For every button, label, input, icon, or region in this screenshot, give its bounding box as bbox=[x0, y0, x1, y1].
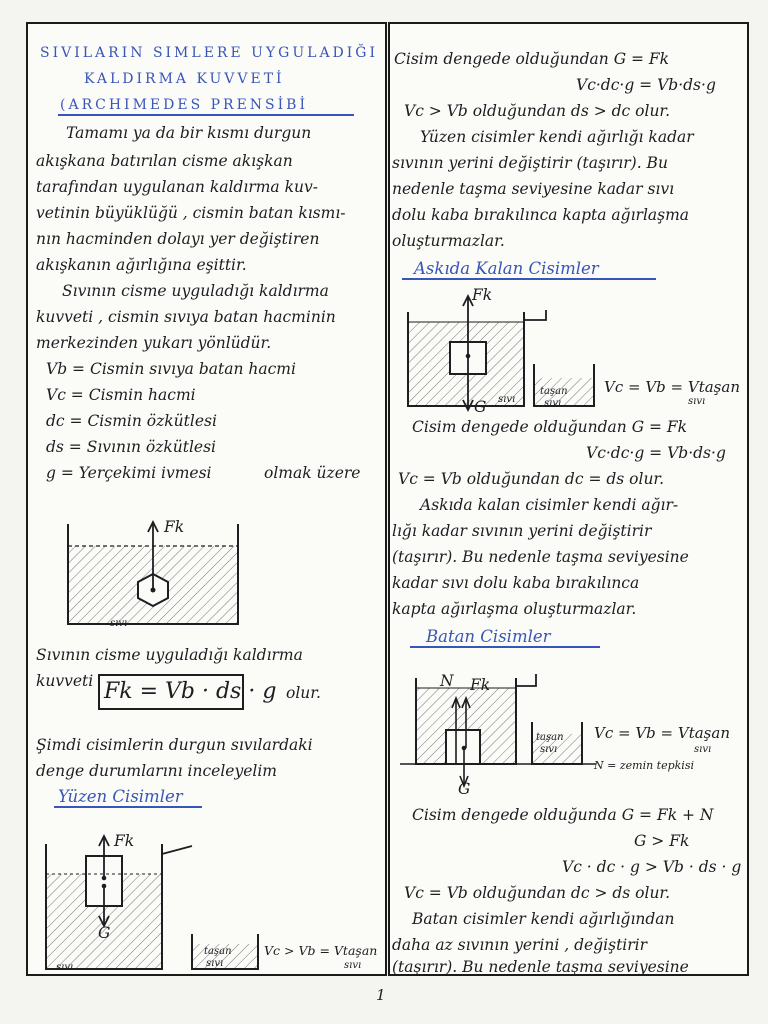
sinking-text-line: Batan cisimler kendi ağırlığından bbox=[412, 910, 675, 928]
sinking-text-line: Vc = Vb olduğundan dc > ds olur. bbox=[404, 884, 671, 902]
definition-ds: ds = Sıvının özkütlesi bbox=[46, 438, 217, 456]
paragraph2-line: merkezinden yukarı yönlüdür. bbox=[36, 334, 272, 352]
floating-text-line: Yüzen cisimler kendi ağırlığı kadar bbox=[420, 128, 694, 146]
floating-text-line: nedenle taşma seviyesine kadar sıvı bbox=[392, 180, 675, 198]
heading-floating-underline bbox=[54, 806, 202, 808]
paragraph1-line: akışkanın ağırlığına eşittir. bbox=[36, 256, 247, 274]
fig2-liquid-label: sıvı bbox=[56, 962, 74, 973]
fig3-overflow-sub: sıvı bbox=[544, 398, 562, 409]
fig2-relation: Vc > Vb = Vtaşan bbox=[264, 943, 378, 958]
suspended-text-line: (taşırır). Bu nedenle taşma seviyesine bbox=[392, 548, 689, 566]
fig3-liquid-label: sıvı bbox=[498, 394, 516, 405]
definition-vc: Vc = Cismin hacmi bbox=[46, 386, 196, 404]
suspended-text-line: lığı kadar sıvının yerini değiştirir bbox=[392, 522, 652, 540]
fig4-overflow-label: taşan bbox=[536, 732, 564, 743]
overflow-spout bbox=[162, 846, 192, 854]
overflow-spout bbox=[516, 674, 536, 686]
fig2-weight-label: G bbox=[98, 924, 111, 942]
title-line-1: SIVILARIN SIMLERE UYGULADIĞI bbox=[40, 45, 379, 61]
title-underline bbox=[58, 114, 354, 116]
fig4-note: N = zemin tepkisi bbox=[594, 759, 694, 772]
paragraph3-line: denge durumlarını inceleyelim bbox=[36, 762, 277, 780]
floating-text-line: Cisim dengede olduğundan G = Fk bbox=[394, 50, 670, 68]
definition-g: g = Yerçekimi ivmesi bbox=[46, 464, 212, 482]
title-line-2: KALDIRMA KUVVETİ bbox=[84, 71, 285, 87]
suspended-text-line: Cisim dengede olduğundan G = Fk bbox=[412, 418, 688, 436]
suspended-text-line: Vc·dc·g = Vb·ds·g bbox=[586, 444, 726, 462]
paragraph3-line: Şimdi cisimlerin durgun sıvılardaki bbox=[36, 736, 313, 754]
heading-sinking: Batan Cisimler bbox=[426, 627, 551, 646]
fig2-relation-sub: sıvı bbox=[344, 960, 362, 971]
fig2-overflow-sub: sıvı bbox=[206, 958, 224, 969]
title-line-3: (ARCHIMEDES PRENSİBİ bbox=[60, 97, 308, 113]
sinking-text-line: Vc · dc · g > Vb · ds · g bbox=[562, 858, 742, 876]
fig4-relation: Vc = Vb = Vtaşan bbox=[594, 724, 730, 742]
paragraph1-line: vetinin büyüklüğü , cismin batan kısmı- bbox=[36, 204, 346, 222]
sinking-text-line: G > Fk bbox=[634, 832, 690, 850]
left-column bbox=[26, 22, 387, 976]
definitions-tail: olmak üzere bbox=[264, 464, 361, 482]
paragraph1-line: Tamamı ya da bir kısmı durgun bbox=[66, 124, 312, 142]
fig3-relation-sub: sıvı bbox=[688, 396, 706, 407]
paragraph1-line: tarafından uygulanan kaldırma kuv- bbox=[36, 178, 318, 196]
suspended-text-line: Vc = Vb olduğundan dc = ds olur. bbox=[398, 470, 665, 488]
fig1-liquid-label: sıvı bbox=[110, 618, 128, 629]
definition-dc: dc = Cismin özkütlesi bbox=[46, 412, 217, 430]
sinking-text-line: daha az sıvının yerini , değiştirir bbox=[392, 936, 648, 954]
floating-text-line: oluşturmazlar. bbox=[392, 232, 505, 250]
paragraph1-line: akışkana batırılan cisme akışkan bbox=[36, 152, 293, 170]
figure-immersed-body bbox=[58, 494, 248, 629]
sinking-text-line: Cisim dengede olduğunda G = Fk + N bbox=[412, 806, 714, 824]
fig3-weight-label: G bbox=[474, 398, 487, 416]
intro-line-1: Sıvının cisme uyguladığı kaldırma bbox=[36, 646, 303, 664]
right-column bbox=[388, 22, 749, 976]
fig3-overflow-label: taşan bbox=[540, 386, 568, 397]
intro-line-2: kuvveti bbox=[36, 672, 94, 690]
paragraph2-line: kuvveti , cismin sıvıya batan hacminin bbox=[36, 308, 336, 326]
heading-suspended-underline bbox=[402, 278, 656, 280]
page-number: 1 bbox=[376, 986, 386, 1004]
fig4-normal-label: N bbox=[440, 672, 454, 690]
heading-floating: Yüzen Cisimler bbox=[58, 787, 183, 806]
suspended-text-line: Askıda kalan cisimler kendi ağır- bbox=[420, 496, 679, 514]
fig2-overflow-label: taşan bbox=[204, 946, 232, 957]
sinking-text-line: (taşırır). Bu nedenle taşma seviyesine bbox=[392, 958, 689, 976]
floating-text-line: dolu kaba bırakılınca kapta ağırlaşma bbox=[392, 206, 690, 224]
overflow-spout bbox=[524, 310, 546, 320]
formula-tail: olur. bbox=[286, 684, 321, 702]
fig1-force-label: Fk bbox=[164, 518, 185, 536]
suspended-text-line: kadar sıvı dolu kaba bırakılınca bbox=[392, 574, 640, 592]
floating-text-line: Vc > Vb olduğundan ds > dc olur. bbox=[404, 102, 671, 120]
paragraph2-line: Sıvının cisme uyguladığı kaldırma bbox=[62, 282, 329, 300]
heading-sinking-underline bbox=[410, 646, 600, 648]
figure-sinking-body bbox=[396, 652, 736, 772]
definition-vb: Vb = Cismin sıvıya batan hacmi bbox=[46, 360, 296, 378]
fig4-weight-label: G bbox=[458, 780, 471, 798]
fig4-relation-sub: sıvı bbox=[694, 744, 712, 755]
fig4-force-label: Fk bbox=[470, 676, 491, 694]
paragraph1-line: nın hacminden dolayı yer değiştiren bbox=[36, 230, 320, 248]
fig2-force-label: Fk bbox=[114, 832, 135, 850]
fig3-relation: Vc = Vb = Vtaşan bbox=[604, 378, 740, 396]
suspended-text-line: kapta ağırlaşma oluşturmazlar. bbox=[392, 600, 637, 618]
fig4-overflow-sub: sıvı bbox=[540, 744, 558, 755]
buoyancy-formula: Fk = Vb · ds · g bbox=[104, 679, 277, 704]
fig3-force-label: Fk bbox=[472, 286, 493, 304]
floating-text-line: Vc·dc·g = Vb·ds·g bbox=[576, 76, 716, 94]
heading-suspended: Askıda Kalan Cisimler bbox=[414, 259, 599, 278]
floating-text-line: sıvının yerini değiştirir (taşırır). Bu bbox=[392, 154, 668, 172]
